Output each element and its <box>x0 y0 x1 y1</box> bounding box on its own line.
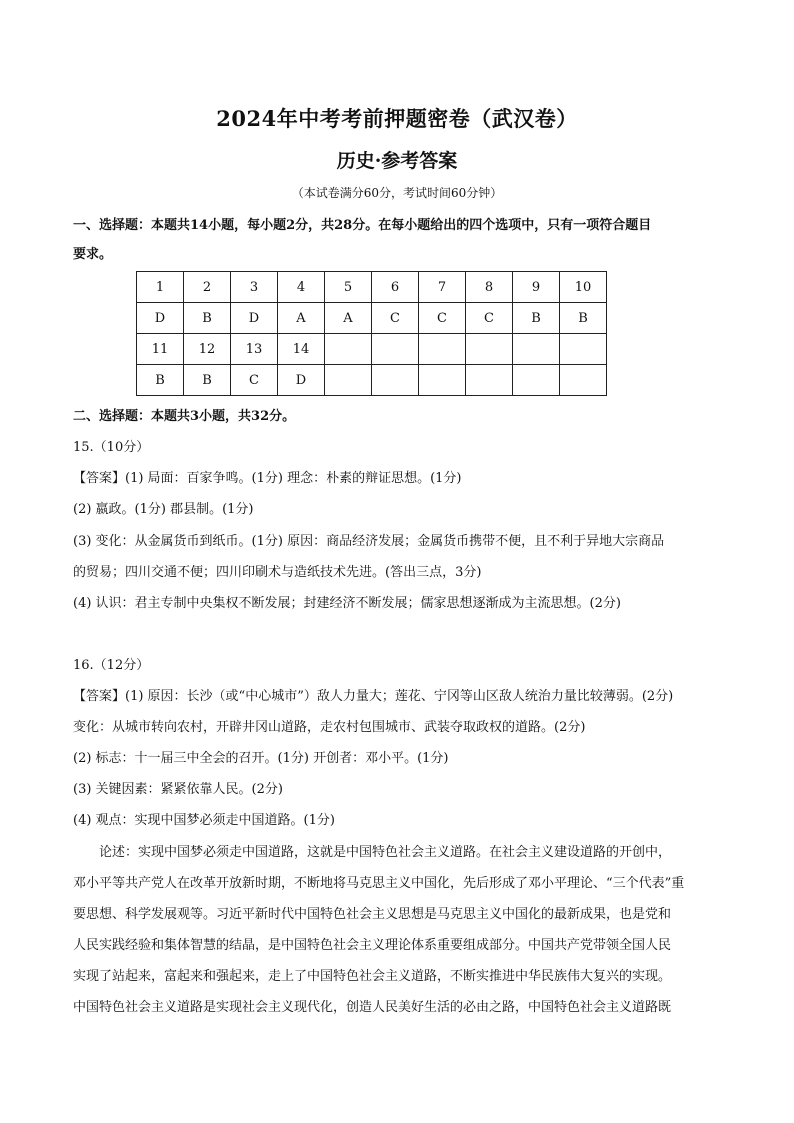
table-cell: B <box>137 365 184 396</box>
table-cell: 11 <box>137 334 184 365</box>
section1-heading-line1: 一、选择题：本题共14小题，每小题2分，共28分。在每小题给出的四个选项中，只有一项符合题目 <box>73 218 652 233</box>
q16-essay-line: 实现了站起来，富起来和强起来，走上了中国特色社会主义道路，不断实推进中华民族伟大复兴的实现。 <box>73 969 672 984</box>
table-cell: 9 <box>513 272 560 303</box>
table-cell: 13 <box>231 334 278 365</box>
q16-line: 【答案】(1) 原因：长沙（或“中心城市”）敌人力量大；莲花、宁冈等山区敌人统治力量比较薄弱。(2分) <box>73 689 674 704</box>
exam-note: （本试卷满分60分，考试时间60分钟） <box>291 186 503 200</box>
table-cell: 10 <box>560 272 607 303</box>
q15-line: (3) 变化：从金属货币到纸币。(1分) 原因：商品经济发展；金属货币携带不便，且不利于异地大宗商品 <box>73 534 665 549</box>
table-cell <box>513 334 560 365</box>
table-cell: 7 <box>419 272 466 303</box>
q16-number: 16.（12分） <box>73 658 150 673</box>
table-cell: C <box>231 365 278 396</box>
page-title: 2024年中考考前押题密卷（武汉卷） <box>216 106 578 131</box>
table-cell <box>325 365 372 396</box>
table-cell: 2 <box>184 272 231 303</box>
table-cell: 8 <box>466 272 513 303</box>
table-row <box>137 272 607 303</box>
table-cell: D <box>278 365 325 396</box>
q15-line: (2) 嬴政。(1分) 郡县制。(1分) <box>73 502 254 517</box>
q15-line: 的贸易；四川交通不便；四川印刷术与造纸技术先进。(答出三点，3分) <box>73 565 482 580</box>
q16-essay-line: 要思想、科学发展观等。习近平新时代中国特色社会主义思想是马克思主义中国化的最新成果，也是党和 <box>73 907 672 922</box>
table-cell: D <box>231 303 278 334</box>
table-cell: B <box>560 303 607 334</box>
table-row <box>137 303 607 334</box>
table-cell <box>466 365 513 396</box>
table-cell: 5 <box>325 272 372 303</box>
q15-line: 【答案】(1) 局面：百家争鸣。(1分) 理念：朴素的辩证思想。(1分) <box>73 471 462 486</box>
table-row <box>137 334 607 365</box>
table-cell <box>419 334 466 365</box>
q16-line: (3) 关键因素：紧紧依靠人民。(2分) <box>73 782 283 797</box>
table-cell: D <box>137 303 184 334</box>
table-cell: C <box>419 303 466 334</box>
table-cell: C <box>466 303 513 334</box>
table-cell <box>560 365 607 396</box>
q16-line: 变化：从城市转向农村，开辟井冈山道路，走农村包围城市、武装夺取政权的道路。(2分) <box>73 720 586 735</box>
table-cell: 3 <box>231 272 278 303</box>
q16-line: (2) 标志：十一届三中全会的召开。(1分) 开创者：邓小平。(1分) <box>73 751 449 766</box>
table-cell <box>419 365 466 396</box>
table-cell: B <box>184 303 231 334</box>
q16-essay-line: 邓小平等共产党人在改革开放新时期，不断地将马克思主义中国化，先后形成了邓小平理论、“三个代表”重 <box>73 876 685 891</box>
section1-heading-line2: 要求。 <box>73 247 113 262</box>
table-cell: 1 <box>137 272 184 303</box>
table-cell: A <box>278 303 325 334</box>
section2-heading: 二、选择题：本题共3小题，共32分。 <box>73 409 296 424</box>
q16-essay-line: 人民实践经验和集体智慧的结晶，是中国特色社会主义理论体系重要组成部分。中国共产党带领全国人民 <box>73 938 672 953</box>
table-cell <box>325 334 372 365</box>
q15-line: (4) 认识：君主专制中央集权不断发展；封建经济不断发展；儒家思想逐渐成为主流思想。(2分) <box>73 596 621 611</box>
table-cell <box>372 365 419 396</box>
q16-essay-line: 论述：实现中国梦必须走中国道路，这就是中国特色社会主义道路。在社会主义建设道路的开创中， <box>99 845 672 860</box>
q15-number: 15.（10分） <box>73 440 150 455</box>
answer-table <box>136 271 607 396</box>
table-cell <box>513 365 560 396</box>
table-cell <box>560 334 607 365</box>
table-cell: 6 <box>372 272 419 303</box>
table-cell <box>372 334 419 365</box>
table-cell: B <box>513 303 560 334</box>
q16-essay-line: 中国特色社会主义道路是实现社会主义现代化，创造人民美好生活的必由之路，中国特色社会主义道路既 <box>73 1000 672 1015</box>
table-row <box>137 365 607 396</box>
table-cell: B <box>184 365 231 396</box>
table-cell <box>466 334 513 365</box>
table-cell: 12 <box>184 334 231 365</box>
table-cell: C <box>372 303 419 334</box>
table-cell: 14 <box>278 334 325 365</box>
table-cell: 4 <box>278 272 325 303</box>
page-subtitle: 历史·参考答案 <box>336 150 458 172</box>
table-cell: A <box>325 303 372 334</box>
q16-line: (4) 观点：实现中国梦必须走中国道路。(1分) <box>73 813 335 828</box>
